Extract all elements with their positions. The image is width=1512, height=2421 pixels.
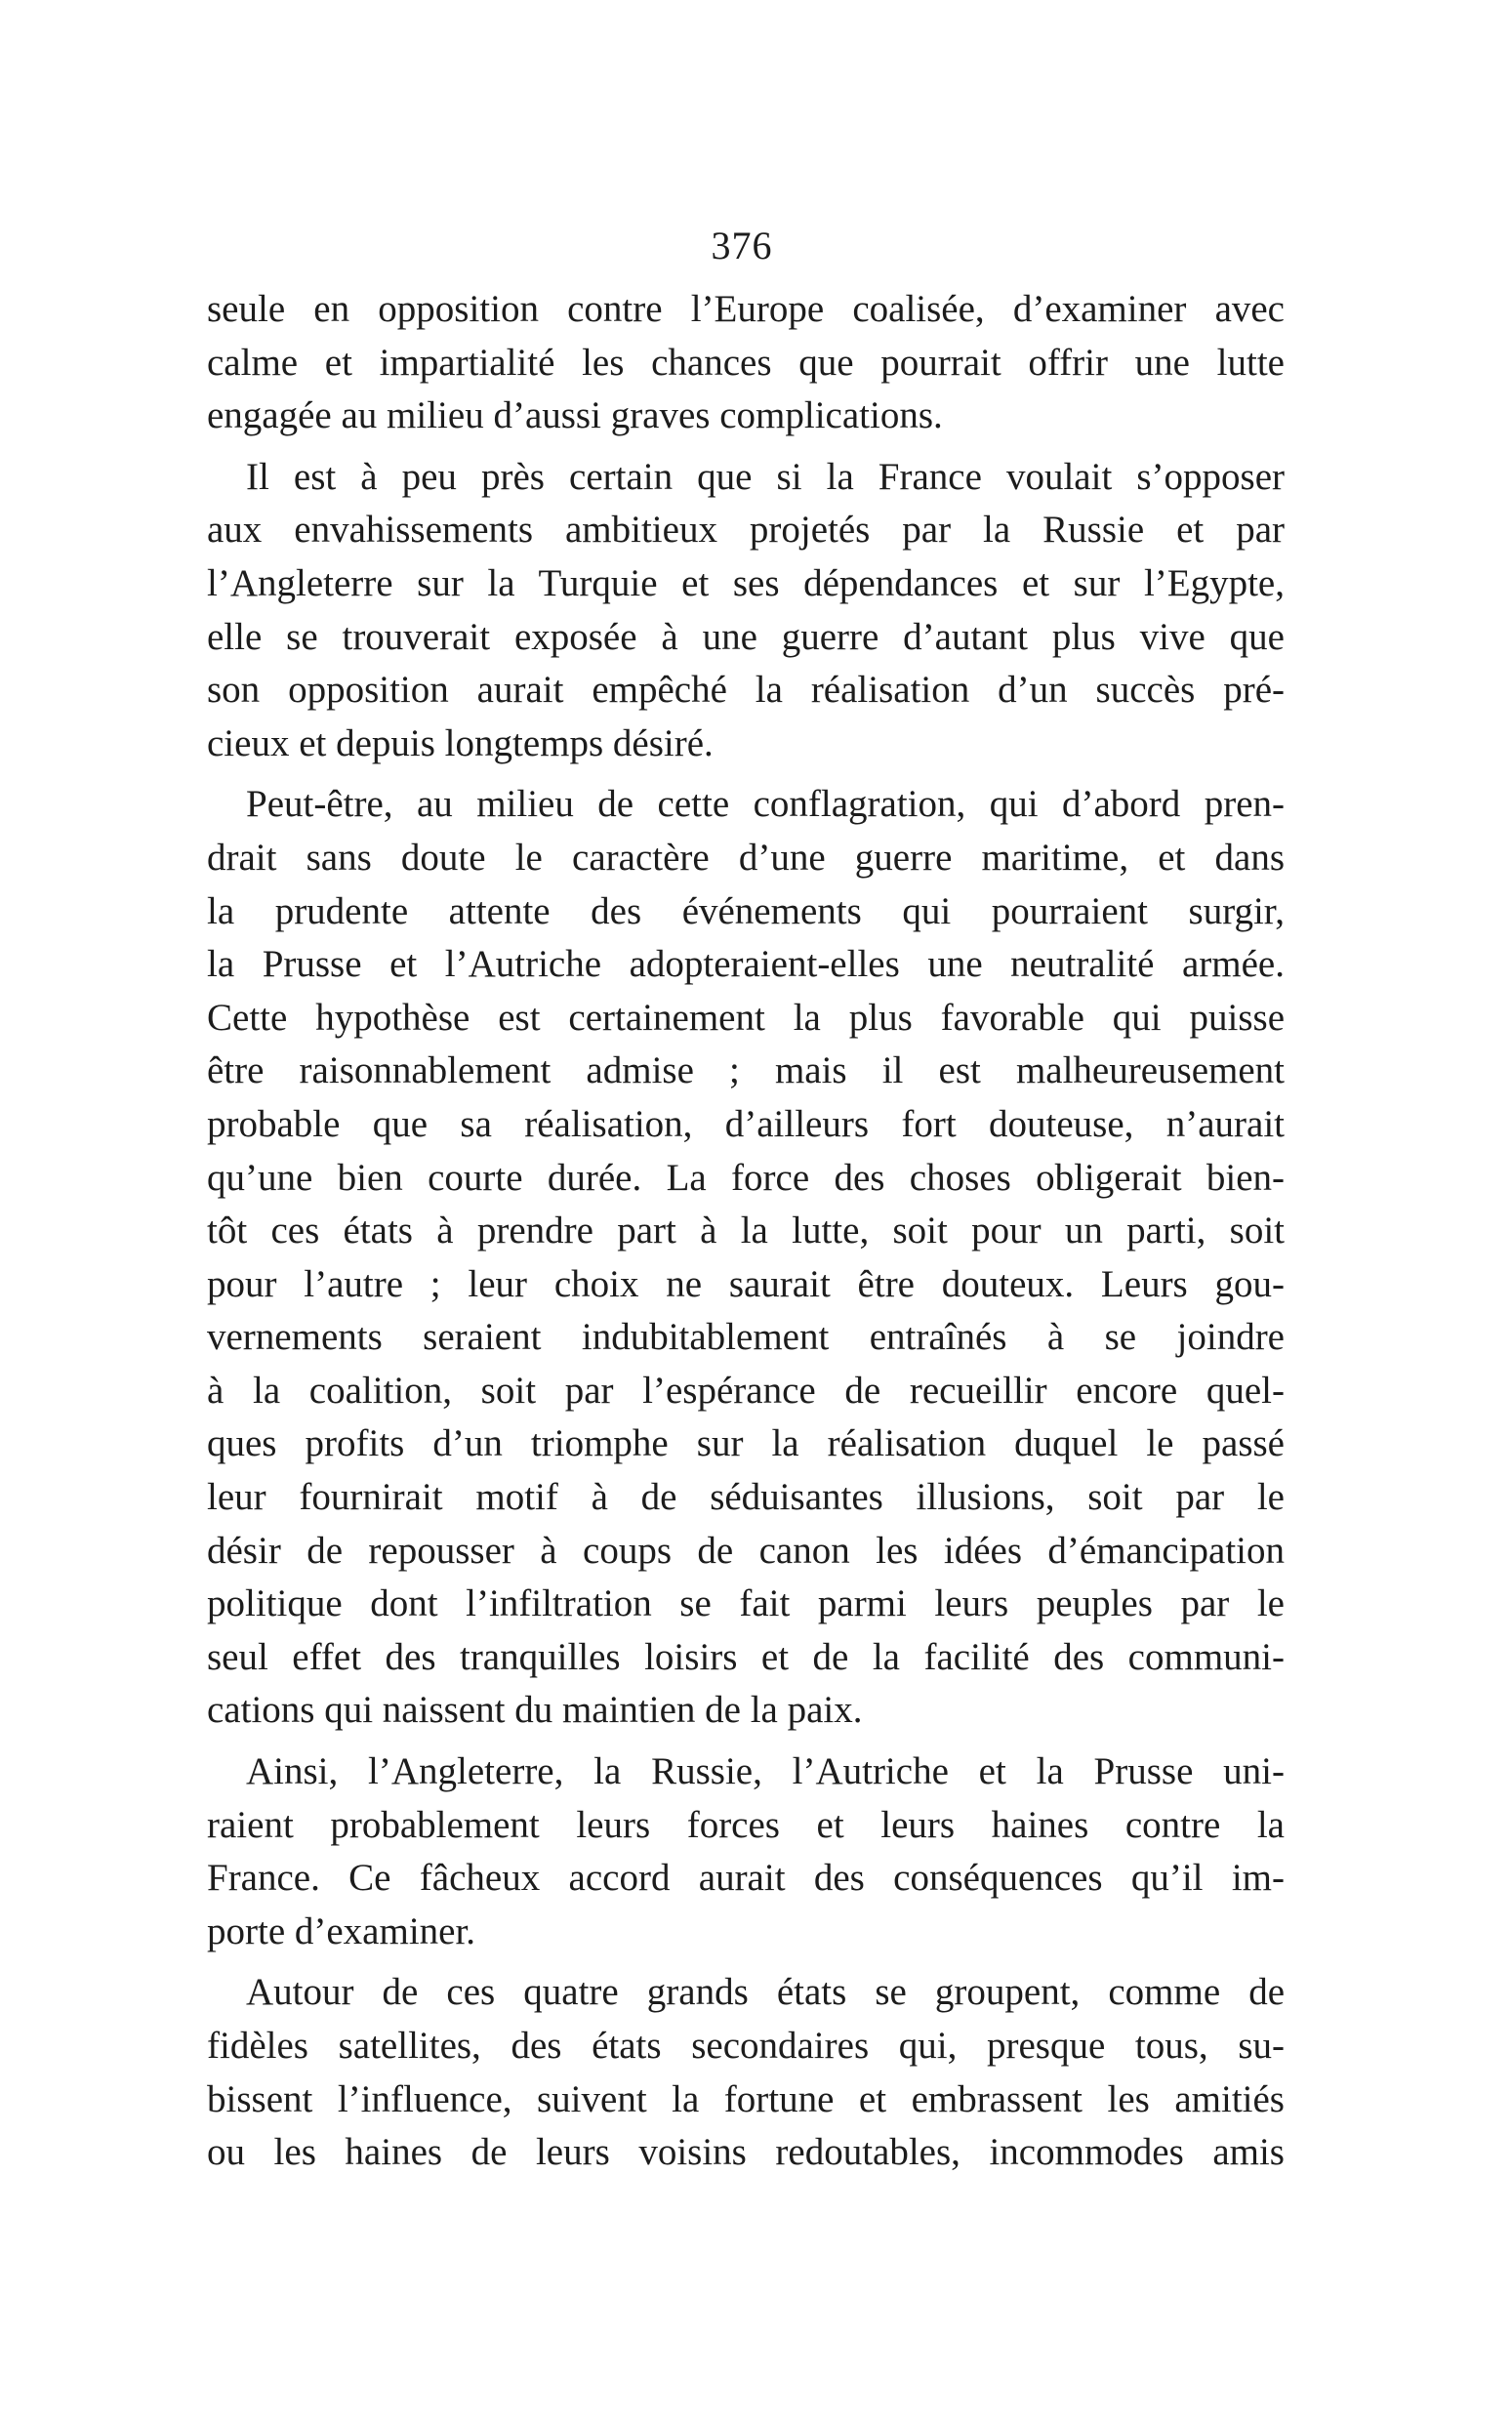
text-line: seul effet des tranquilles loisirs et de la facilité des communi- <box>207 1635 1285 1678</box>
text-line: pour l’autre ; leur choix ne saurait être douteux. Leurs gou- <box>207 1262 1285 1305</box>
paragraph-gap <box>207 1958 1285 1966</box>
paragraph <box>207 1966 1285 2179</box>
text-line: Peut-être, au milieu de cette conflagration, qui d’abord pren- <box>246 783 1285 826</box>
text-line: cieux et depuis longtemps désiré. <box>207 721 714 764</box>
text-line: seule en opposition contre l’Europe coalisée, d’examiner avec <box>207 288 1285 330</box>
text-line: la prudente attente des événements qui pourraient surgir, <box>207 889 1285 932</box>
paragraph-gap <box>207 443 1285 451</box>
paragraph-gap <box>207 1738 1285 1745</box>
paragraph <box>207 283 1285 443</box>
text-line: l’Angleterre sur la Turquie et ses dépendances et sur l’Egypte, <box>207 561 1285 604</box>
text-line: leur fournirait motif à de séduisantes illusions, soit par le <box>207 1476 1285 1519</box>
paragraph-gap <box>207 770 1285 778</box>
text-line: bissent l’influence, suivent la fortune et embrassent les amitiés <box>207 2077 1285 2120</box>
text-line: la Prusse et l’Autriche adopteraient-elles une neutralité armée. <box>207 943 1285 986</box>
text-line: ques profits d’un triomphe sur la réalisation duquel le passé <box>207 1422 1285 1465</box>
text-line: drait sans doute le caractère d’une guerre maritime, et dans <box>207 836 1285 879</box>
text-line: Il est à peu près certain que si la France voulait s’opposer <box>246 455 1285 498</box>
text-line: cations qui naissent du maintien de la paix. <box>207 1689 863 1732</box>
text-line: aux envahissements ambitieux projetés par la Russie et par <box>207 509 1285 552</box>
text-line: France. Ce fâcheux accord aurait des conséquences qu’il im- <box>207 1857 1285 1900</box>
text-line: elle se trouverait exposée à une guerre d’autant plus vive que <box>207 615 1285 658</box>
paragraph <box>207 451 1285 771</box>
paragraph <box>207 1745 1285 1958</box>
text-line: vernements seraient indubitablement entraînés à se joindre <box>207 1316 1285 1359</box>
text-line: raient probablement leurs forces et leurs haines contre la <box>207 1803 1285 1846</box>
text-line: porte d’examiner. <box>207 1909 476 1952</box>
text-line: à la coalition, soit par l’espérance de recueillir encore quel- <box>207 1369 1285 1412</box>
text-line: Ainsi, l’Angleterre, la Russie, l’Autriche et la Prusse uni- <box>246 1750 1285 1793</box>
text-line: engagée au milieu d’aussi graves complications. <box>207 394 943 437</box>
paragraph <box>207 778 1285 1738</box>
text-line: son opposition aurait empêché la réalisation d’un succès pré- <box>207 669 1285 712</box>
text-line: probable que sa réalisation, d’ailleurs fort douteuse, n’aurait <box>207 1102 1285 1145</box>
page-number: 376 <box>711 224 773 267</box>
text-line: être raisonnablement admise ; mais il est malheureusement <box>207 1049 1285 1092</box>
text-line: Autour de ces quatre grands états se groupent, comme de <box>246 1971 1285 2014</box>
text-line: fidèles satellites, des états secondaires qui, presque tous, su- <box>207 2025 1285 2067</box>
body-text <box>207 283 1285 2180</box>
text-line: ou les haines de leurs voisins redoutables, incommodes amis <box>207 2131 1285 2174</box>
text-line: désir de repousser à coups de canon les idées d’émancipation <box>207 1529 1285 1572</box>
text-line: Cette hypothèse est certainement la plus favorable qui puisse <box>207 996 1285 1039</box>
text-line: calme et impartialité les chances que pourrait offrir une lutte <box>207 341 1285 384</box>
text-line: qu’une bien courte durée. La force des choses obligerait bien- <box>207 1156 1285 1199</box>
text-line: tôt ces états à prendre part à la lutte, soit pour un parti, soit <box>207 1210 1285 1252</box>
text-line: politique dont l’infiltration se fait parmi leurs peuples par le <box>207 1582 1285 1625</box>
